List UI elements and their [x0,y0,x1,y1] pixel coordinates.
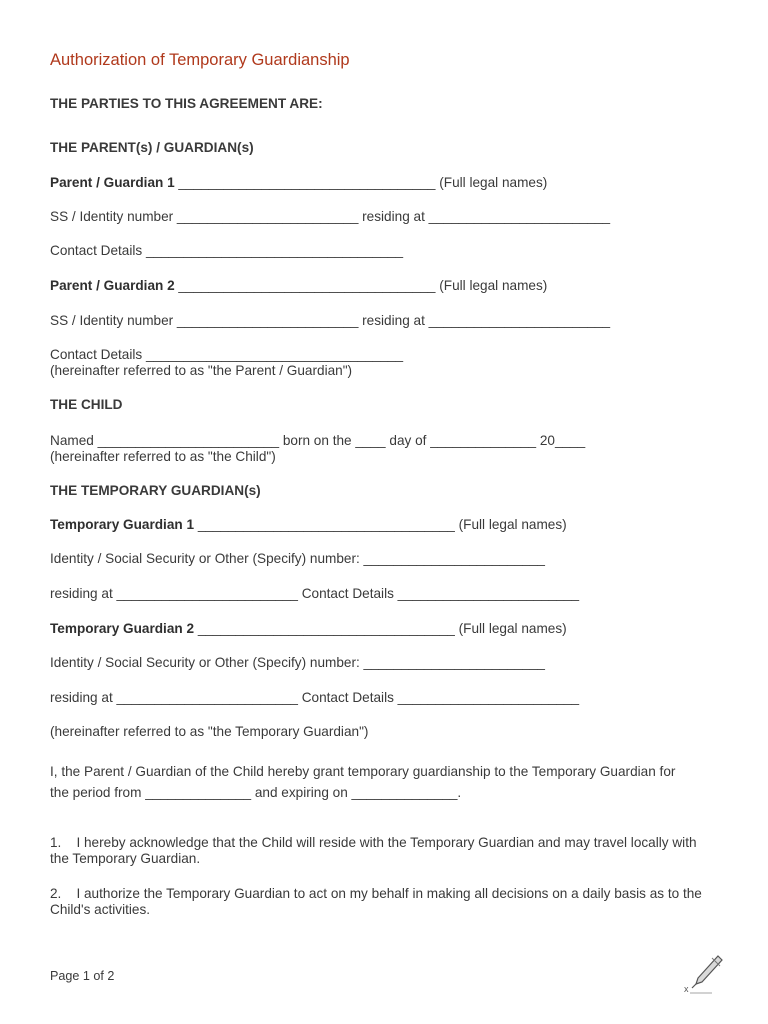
temp2-name-row [50,620,567,637]
temp1-id-row[interactable]: Identity / Social Security or Other (Specify) number: ________________________ [50,551,545,566]
clause1-line1: 1. I hereby acknowledge that the Child will reside with the Temporary Guardian and may travel locally with [50,835,697,850]
temp-referred-note: (hereinafter referred to as "the Temporary Guardian") [50,724,369,739]
child-heading: THE CHILD [50,397,123,412]
parent2-name-row [50,277,547,294]
temp2-id-row[interactable]: Identity / Social Security or Other (Specify) number: ________________________ [50,655,545,670]
grant-paragraph-line2[interactable]: the period from ______________ and expiring on ______________. [50,785,462,800]
parent1-name-field[interactable]: __________________________________ (Full legal names) [174,175,548,190]
parent1-contact-row[interactable]: Contact Details __________________________________ [50,243,403,258]
child-referred-note: (hereinafter referred to as "the Child") [50,449,276,464]
signature-x-mark: x [684,984,689,994]
parents-heading: THE PARENT(s) / GUARDIAN(s) [50,140,254,155]
parent1-name-row [50,174,547,191]
clause2-line2: Child's activities. [50,902,151,917]
parties-heading: THE PARTIES TO THIS AGREEMENT ARE: [50,96,323,111]
temp1-name-field[interactable]: __________________________________ (Full legal names) [194,517,567,532]
temp2-label: Temporary Guardian 2 [50,621,195,636]
parent-referred-note: (hereinafter referred to as "the Parent / Guardian") [50,363,353,378]
temp2-residing-row[interactable]: residing at ________________________ Contact Details ________________________ [50,690,580,705]
temp1-residing-row[interactable]: residing at ________________________ Contact Details ________________________ [50,586,580,601]
clause2-line1: 2. I authorize the Temporary Guardian to act on my behalf in making all decisions on a daily basis as to the [50,886,702,901]
page-number: Page 1 of 2 [50,969,115,983]
parent2-name-field[interactable]: __________________________________ (Full legal names) [174,278,548,293]
clause1-line2: the Temporary Guardian. [50,851,201,866]
parent2-contact-row[interactable]: Contact Details __________________________________ [50,347,403,362]
parent2-label: Parent / Guardian 2 [50,278,175,293]
parent1-id-row[interactable]: SS / Identity number ________________________ residing at ________________________ [50,209,611,224]
temp1-name-row [50,516,567,533]
parent1-label: Parent / Guardian 1 [50,175,175,190]
grant-paragraph-line1: I, the Parent / Guardian of the Child hereby grant temporary guardianship to the Temporary Guardian for [50,764,676,779]
document-title: Authorization of Temporary Guardianship [50,51,350,69]
parent2-id-row[interactable]: SS / Identity number ________________________ residing at ________________________ [50,313,611,328]
temp1-label: Temporary Guardian 1 [50,517,195,532]
signature-pen-icon[interactable] [682,952,726,998]
temp-guardians-heading: THE TEMPORARY GUARDIAN(s) [50,483,261,498]
temp2-name-field[interactable]: __________________________________ (Full legal names) [194,621,567,636]
child-named-row[interactable]: Named ________________________ born on the ____ day of ______________ 20____ [50,433,586,448]
